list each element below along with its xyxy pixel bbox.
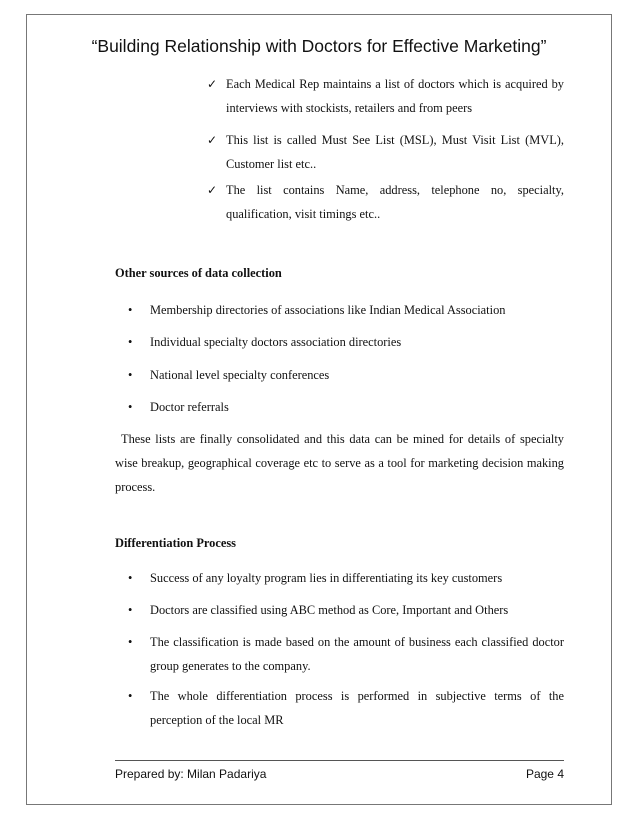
check-list-item bbox=[207, 72, 564, 120]
page-header-title: “Building Relationship with Doctors for Effective Marketing” bbox=[91, 36, 547, 56]
checkmark-icon: ✓ bbox=[207, 77, 218, 91]
list-item bbox=[128, 630, 564, 678]
list-item bbox=[128, 598, 564, 622]
list-item bbox=[128, 395, 564, 419]
list-item-text: National level specialty conferences bbox=[150, 368, 330, 382]
bullet-icon: • bbox=[128, 400, 133, 414]
bullet-icon: • bbox=[128, 603, 133, 617]
footer-author: Prepared by: Milan Padariya bbox=[115, 767, 267, 781]
bullet-icon: • bbox=[128, 635, 133, 649]
check-list-item bbox=[207, 128, 564, 176]
list-item bbox=[128, 566, 564, 590]
check-list-item bbox=[207, 178, 564, 226]
bullet-icon: • bbox=[128, 689, 133, 703]
list-item bbox=[128, 330, 564, 354]
list-item bbox=[128, 684, 564, 732]
bullet-icon: • bbox=[128, 335, 133, 349]
list-item-text: Doctors are classified using ABC method as Core, Important and Others bbox=[150, 603, 509, 617]
check-item-text: This list is called Must See List (MSL), Must Visit List (MVL), Customer list etc.. bbox=[226, 133, 564, 171]
body-paragraph: These lists are finally consolidated and this data can be mined for details of specialty wise breakup, geographical coverage etc to serve as a tool for marketing decision making process. bbox=[115, 432, 564, 494]
check-item-text: Each Medical Rep maintains a list of doctors which is acquired by interviews with stockists, retailers and from peers bbox=[226, 77, 564, 115]
section-heading-data-sources: Other sources of data collection bbox=[115, 266, 282, 280]
checkmark-icon: ✓ bbox=[207, 183, 218, 197]
list-item-text: The whole differentiation process is performed in subjective terms of the perception of the local MR bbox=[150, 689, 564, 727]
list-item-text: Doctor referrals bbox=[150, 400, 229, 414]
check-item-text: The list contains Name, address, telephone no, specialty, qualification, visit timings etc.. bbox=[226, 183, 564, 221]
list-item-text: Membership directories of associations like Indian Medical Association bbox=[150, 303, 506, 317]
list-item bbox=[128, 363, 564, 387]
section-heading-differentiation: Differentiation Process bbox=[115, 536, 237, 550]
list-item bbox=[128, 298, 564, 322]
bullet-icon: • bbox=[128, 368, 133, 382]
bullet-icon: • bbox=[128, 571, 133, 585]
footer-page-number: Page 4 bbox=[525, 767, 564, 781]
list-item-text: The classification is made based on the amount of business each classified doctor group generates to the company. bbox=[150, 635, 564, 673]
list-item-text: Individual specialty doctors association directories bbox=[150, 335, 402, 349]
footer-divider bbox=[115, 760, 564, 761]
bullet-icon: • bbox=[128, 303, 133, 317]
list-item-text: Success of any loyalty program lies in differentiating its key customers bbox=[150, 571, 503, 585]
checkmark-icon: ✓ bbox=[207, 133, 218, 147]
